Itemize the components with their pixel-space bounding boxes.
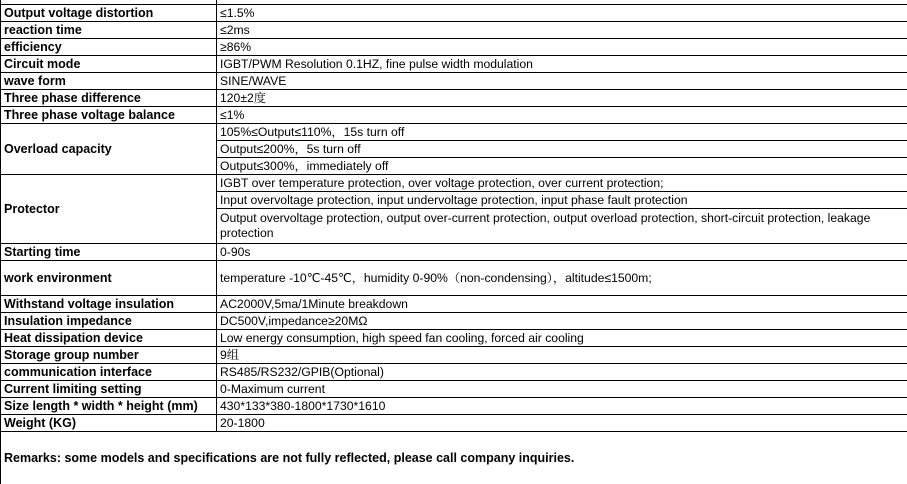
spec-label: reaction time (1, 22, 217, 39)
spec-value: ≤1% (217, 107, 907, 124)
table-row (1, 347, 907, 364)
spec-label: Output voltage distortion (1, 5, 217, 22)
table-row (1, 124, 907, 141)
spec-value: ≤1.5% (217, 5, 907, 22)
spec-value: 105%≤Output≤110%，15s turn off (217, 124, 907, 141)
spec-value: Low energy consumption, high speed fan cooling, forced air cooling (217, 330, 907, 347)
spec-value: temperature -10℃-45℃，humidity 0-90%（non-condensing），altitude≤1500m; (217, 261, 907, 296)
table-row (1, 22, 907, 39)
spec-value: IGBT over temperature protection, over voltage protection, over current protection; (217, 175, 907, 192)
spec-label: Starting time (1, 244, 217, 261)
table-row (1, 39, 907, 56)
spec-value: DC500V,impedance≥20MΩ (217, 313, 907, 330)
spec-label: Insulation impedance (1, 313, 217, 330)
spec-label: Heat dissipation device (1, 330, 217, 347)
spec-label: work environment (1, 261, 217, 296)
spec-value: Output≤200%，5s turn off (217, 141, 907, 158)
spec-label: Size length * width * height (mm) (1, 398, 217, 415)
spec-label: Withstand voltage insulation (1, 296, 217, 313)
spec-label: Current limiting setting (1, 381, 217, 398)
spec-label: Protector (1, 175, 217, 244)
table-row (1, 56, 907, 73)
remarks-text: Remarks: some models and specifications are not fully reflected, please call company inquiries. (1, 432, 907, 484)
table-row (1, 313, 907, 330)
table-row (1, 296, 907, 313)
spec-value: 0-Maximum current (217, 381, 907, 398)
spec-value: ≥86% (217, 39, 907, 56)
table-row (1, 330, 907, 347)
spec-label: Three phase voltage balance (1, 107, 217, 124)
spec-value: Input overvoltage protection, input undervoltage protection, input phase fault protection (217, 192, 907, 209)
table-row (1, 90, 907, 107)
spec-value: 120±2度 (217, 90, 907, 107)
spec-label: Circuit mode (1, 56, 217, 73)
spec-label: Storage group number (1, 347, 217, 364)
spec-value: Output overvoltage protection, output over-current protection, output overload protection, short-circuit protection, leakage protection (217, 209, 907, 244)
table-row (1, 244, 907, 261)
spec-label: Overload capacity (1, 124, 217, 175)
spec-value: 430*133*380-1800*1730*1610 (217, 398, 907, 415)
spec-value: AC2000V,5ma/1Minute breakdown (217, 296, 907, 313)
table-row (1, 415, 907, 432)
table-row (1, 364, 907, 381)
spec-label: Weight (KG) (1, 415, 217, 432)
table-row (1, 175, 907, 192)
table-row (1, 261, 907, 296)
spec-value: 20-1800 (217, 415, 907, 432)
remarks-row (1, 432, 907, 484)
table-row (1, 5, 907, 22)
spec-label: Three phase difference (1, 90, 217, 107)
table-row (1, 107, 907, 124)
spec-value: IGBT/PWM Resolution 0.1HZ, fine pulse width modulation (217, 56, 907, 73)
spec-label: communication interface (1, 364, 217, 381)
spec-label: efficiency (1, 39, 217, 56)
table-row (1, 381, 907, 398)
spec-value: 0-90s (217, 244, 907, 261)
table-row (1, 73, 907, 90)
spec-value: 9组 (217, 347, 907, 364)
spec-value: SINE/WAVE (217, 73, 907, 90)
spec-value: ≤2ms (217, 22, 907, 39)
table-row (1, 398, 907, 415)
spec-label: wave form (1, 73, 217, 90)
spec-value: Output≤300%，immediately off (217, 158, 907, 175)
spec-value: RS485/RS232/GPIB(Optional) (217, 364, 907, 381)
